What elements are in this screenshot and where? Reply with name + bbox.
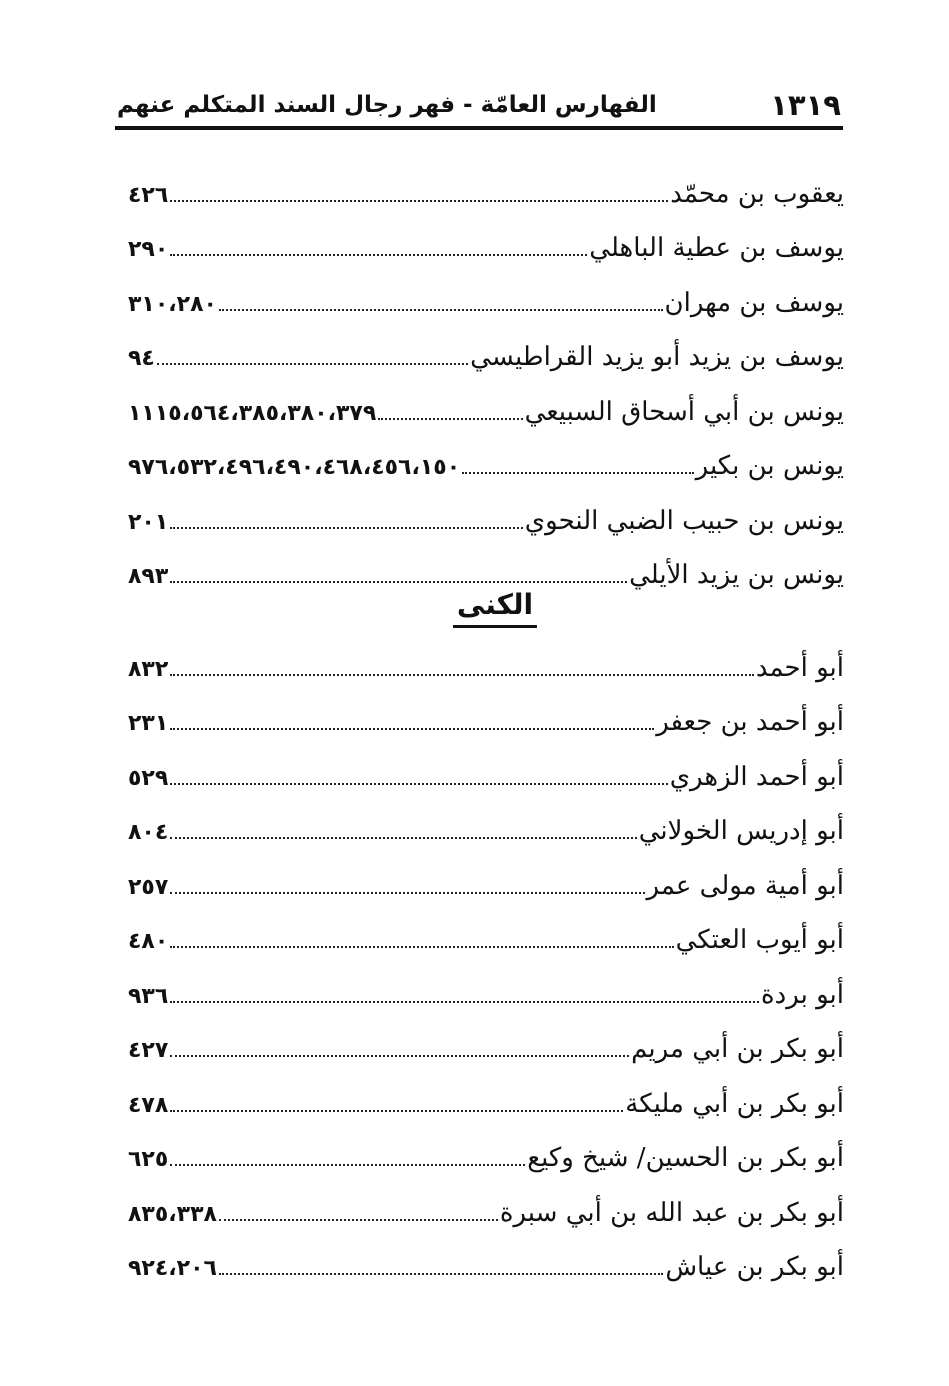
entry-pages: ٨٠٤	[128, 820, 169, 845]
page-header	[115, 86, 843, 130]
index-entry	[128, 324, 844, 379]
dot-leader	[170, 580, 627, 583]
entry-pages: ٥٢٩	[128, 765, 169, 791]
entry-pages: ٨٣٥،٣٣٨	[128, 1201, 217, 1227]
entry-name: يوسف بن مهران	[664, 287, 844, 318]
entry-name: أبو أيوب العتكي	[675, 925, 844, 955]
entry-pages: ٢٣١	[128, 711, 169, 736]
index-list-names	[128, 160, 844, 596]
entry-name: يونس بن يزيد الأيلي	[629, 560, 844, 590]
entry-pages: ٩٧٦،٥٣٢،٤٩٦،٤٩٠،٤٦٨،٤٥٦،١٥٠	[128, 455, 461, 480]
entry-pages: ٣١٠،٢٨٠	[128, 291, 217, 317]
dot-leader	[378, 417, 522, 420]
entry-pages: ٤٢٧	[128, 1038, 169, 1063]
dot-leader	[219, 1218, 498, 1221]
index-list-kuna	[128, 634, 844, 1288]
index-entry	[128, 961, 844, 1016]
entry-name: يوسف بن عطية الباهلي	[589, 233, 844, 263]
entry-name: أبو بكر بن أبي مليكة	[625, 1088, 844, 1119]
index-entry	[128, 1125, 844, 1180]
section-heading-text: الكنى	[453, 588, 537, 628]
entry-pages: ٦٢٥	[128, 1147, 169, 1172]
index-entry	[128, 1179, 844, 1234]
entry-pages: ٤٧٨	[128, 1092, 169, 1118]
dot-leader	[170, 1163, 525, 1166]
index-entry	[128, 743, 844, 798]
dot-leader	[170, 1054, 629, 1057]
entry-name: يونس بن بكير	[695, 451, 844, 481]
entry-name: أبو بكر بن عبد الله بن أبي سبرة	[499, 1197, 844, 1228]
entry-name: أبو بردة	[761, 979, 844, 1010]
dot-leader	[157, 362, 468, 365]
dot-leader	[219, 1272, 663, 1275]
dot-leader	[170, 1109, 623, 1112]
entry-pages: ٤٨٠	[128, 929, 169, 954]
entry-name: يعقوب بن محمّد	[670, 178, 844, 209]
index-entry	[128, 487, 844, 542]
dot-leader	[170, 727, 654, 730]
index-entry	[128, 378, 844, 433]
index-entry	[128, 1016, 844, 1071]
entry-pages: ٩٣٦	[128, 983, 169, 1009]
index-entry	[128, 160, 844, 215]
entry-name: يونس بن أبي أسحاق السبيعي	[524, 396, 844, 427]
dot-leader	[170, 836, 636, 839]
entry-pages: ٨٣٢	[128, 656, 169, 682]
dot-leader	[170, 1000, 759, 1003]
dot-leader	[170, 253, 587, 256]
entry-pages: ٨٩٣	[128, 564, 169, 589]
entry-pages: ١١١٥،٥٦٤،٣٨٥،٣٨٠،٣٧٩	[128, 400, 377, 426]
index-entry	[128, 433, 844, 488]
entry-name: أبو أحمد	[755, 652, 844, 683]
dot-leader	[170, 782, 667, 785]
dot-leader	[462, 471, 693, 474]
index-entry	[128, 1070, 844, 1125]
dot-leader	[219, 308, 663, 311]
index-entry	[128, 215, 844, 270]
index-entry	[128, 634, 844, 689]
entry-name: أبو بكر بن عياش	[665, 1252, 844, 1282]
index-entry	[128, 269, 844, 324]
dot-leader	[170, 526, 523, 529]
entry-name: أبو بكر بن أبي مريم	[631, 1034, 844, 1064]
section-heading	[400, 588, 590, 621]
dot-leader	[170, 945, 673, 948]
entry-pages: ٢٠١	[128, 509, 169, 535]
index-entry	[128, 907, 844, 962]
entry-pages: ٢٥٧	[128, 874, 169, 900]
header-title: الفهارس العامّة - فهر رجال السند المتكلم عنهم	[117, 92, 657, 118]
index-entry	[128, 689, 844, 744]
dot-leader	[170, 199, 668, 202]
index-entry	[128, 852, 844, 907]
entry-name: يوسف بن يزيد أبو يزيد القراطيسي	[470, 342, 844, 372]
entry-pages: ٤٢٦	[128, 182, 169, 208]
entry-name: أبو أمية مولى عمر	[646, 870, 844, 901]
entry-name: أبو أحمد الزهري	[669, 761, 844, 792]
index-entry	[128, 1234, 844, 1289]
entry-name: أبو بكر بن الحسين/ شيخ وكيع	[527, 1143, 844, 1173]
entry-name: أبو إدريس الخولاني	[638, 816, 844, 846]
dot-leader	[170, 891, 644, 894]
entry-pages: ٩٢٤،٢٠٦	[128, 1256, 217, 1281]
page-number: ١٣١٩	[770, 88, 841, 122]
dot-leader	[170, 673, 754, 676]
index-entry	[128, 798, 844, 853]
entry-pages: ٢٩٠	[128, 237, 169, 262]
entry-name: أبو أحمد بن جعفر	[656, 707, 844, 737]
entry-pages: ٩٤	[128, 346, 155, 371]
entry-name: يونس بن حبيب الضبي النحوي	[524, 505, 844, 536]
